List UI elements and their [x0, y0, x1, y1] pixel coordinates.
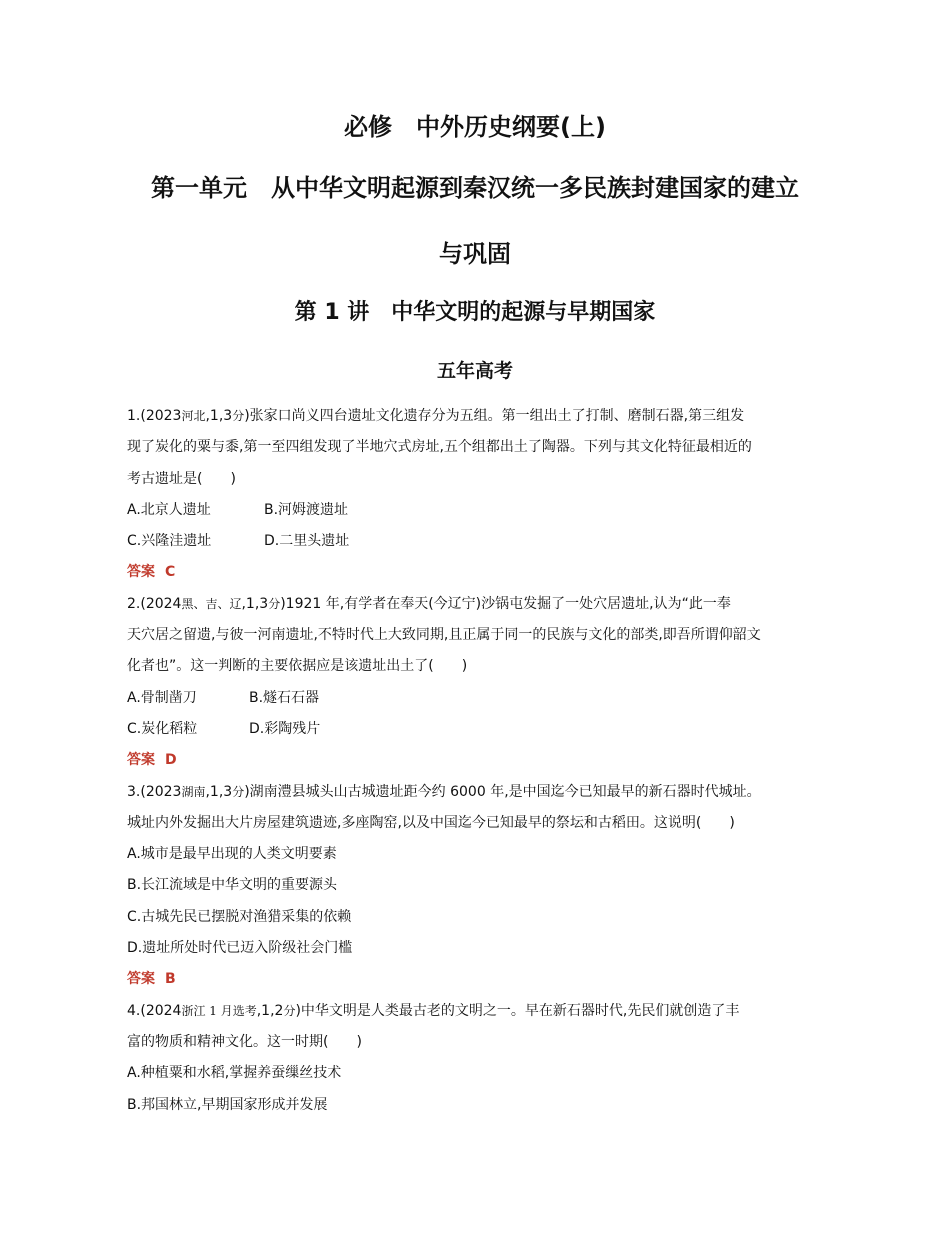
option-c: C.古城先民已摆脱对渔猎采集的依赖 — [127, 908, 352, 925]
option-a: A.种植粟和水稻,掌握养蚕缫丝技术 — [127, 1065, 342, 1082]
option-row — [127, 495, 827, 526]
stem-line: 现了炭化的粟与黍,第一至四组发现了半地穴式房址,五个组都出土了陶器。下列与其文化特征最相近的 — [127, 439, 752, 456]
question-meta: ,1,2 — [256, 1002, 284, 1019]
score-unit: 分 — [232, 409, 245, 423]
option-row — [127, 526, 827, 557]
stem-text: )湖南澧县城头山古城遗址距今约 6000 年,是中国迄今已知最早的新石器时代城址。 — [244, 783, 761, 800]
option-c: C.兴隆洼遗址 — [127, 533, 212, 550]
section-title: 五年高考 — [436, 360, 513, 382]
option-b: B.长江流域是中华文明的重要源头 — [127, 877, 338, 894]
answer-value: C — [165, 564, 176, 581]
option-b: B.河姆渡遗址 — [264, 501, 349, 518]
stem-text: )中华文明是人类最古老的文明之一。早在新石器时代,先民们就创造了丰 — [295, 1002, 740, 1019]
option-d: D.二里头遗址 — [264, 533, 350, 550]
score-unit: 分 — [232, 784, 245, 799]
answer-value: D — [165, 752, 177, 769]
option-a: A.骨制凿刀 — [127, 689, 197, 706]
question-number: 4.(2024 — [127, 1002, 182, 1019]
stem-text: )张家口尚义四台遗址文化遗存分为五组。第一组出土了打制、磨制石器,第三组发 — [244, 408, 745, 424]
question-list — [127, 401, 827, 1121]
stem-line: 城址内外发掘出大片房屋建筑遗迹,多座陶窑,以及中国迄今已知最早的祭坛和古稻田。这说明( ) — [127, 814, 735, 831]
book-title: 必修 中外历史纲要(上) — [344, 113, 606, 141]
lecture-title: 第 1 讲 中华文明的起源与早期国家 — [294, 300, 656, 325]
option-d: D.彩陶残片 — [249, 720, 321, 737]
question-meta: ,1,3 — [205, 408, 233, 424]
question-source: 黑、吉、辽 — [181, 596, 242, 611]
answer-value: B — [165, 971, 176, 988]
option-d: D.遗址所处时代已迈入阶级社会门槛 — [127, 940, 353, 957]
stem-line: 化者也”。这一判断的主要依据应是该遗址出土了( ) — [127, 658, 468, 675]
question-stem — [127, 996, 827, 1027]
question-source: 浙江 1 月选考 — [181, 1003, 257, 1018]
question-number: 3.(2023 — [127, 783, 182, 800]
question-meta: ,1,3 — [241, 595, 269, 612]
answer-line — [127, 745, 827, 776]
option-row — [127, 683, 827, 714]
score-unit: 分 — [268, 596, 281, 611]
option-a: A.北京人遗址 — [127, 501, 211, 518]
answer-label: 答案 — [127, 752, 155, 769]
question-source: 湖南 — [181, 784, 206, 799]
score-unit: 分 — [283, 1003, 296, 1018]
answer-line — [127, 557, 827, 588]
stem-line: 富的物质和精神文化。这一时期( ) — [127, 1033, 362, 1050]
question-source: 河北 — [181, 409, 206, 423]
answer-label: 答案 — [127, 564, 155, 581]
question-number: 1.(2023 — [127, 408, 182, 424]
option-c: C.炭化稻粒 — [127, 720, 198, 737]
question-stem — [127, 401, 827, 432]
stem-line: 考古遗址是( ) — [127, 470, 236, 487]
stem-line: 天穴居之留遗,与彼一河南遗址,不特时代上大致同期,且正属于同一的民族与文化的部类,即吾所谓仰韶文 — [127, 627, 761, 644]
question-stem — [127, 589, 827, 620]
unit-title-continued: 与巩固 — [439, 240, 511, 268]
option-row — [127, 714, 827, 745]
question-number: 2.(2024 — [127, 595, 182, 612]
unit-title: 第一单元 从中华文明起源到秦汉统一多民族封建国家的建立 — [151, 174, 799, 202]
answer-line — [127, 964, 827, 995]
question-meta: ,1,3 — [205, 783, 233, 800]
option-b: B.邦国林立,早期国家形成并发展 — [127, 1096, 328, 1113]
option-a: A.城市是最早出现的人类文明要素 — [127, 846, 337, 863]
answer-label: 答案 — [127, 971, 155, 988]
option-b: B.燧石石器 — [249, 689, 320, 706]
question-stem — [127, 777, 827, 808]
stem-text: )1921 年,有学者在奉天(今辽宁)沙锅屯发掘了一处穴居遗址,认为“此一奉 — [280, 595, 731, 612]
